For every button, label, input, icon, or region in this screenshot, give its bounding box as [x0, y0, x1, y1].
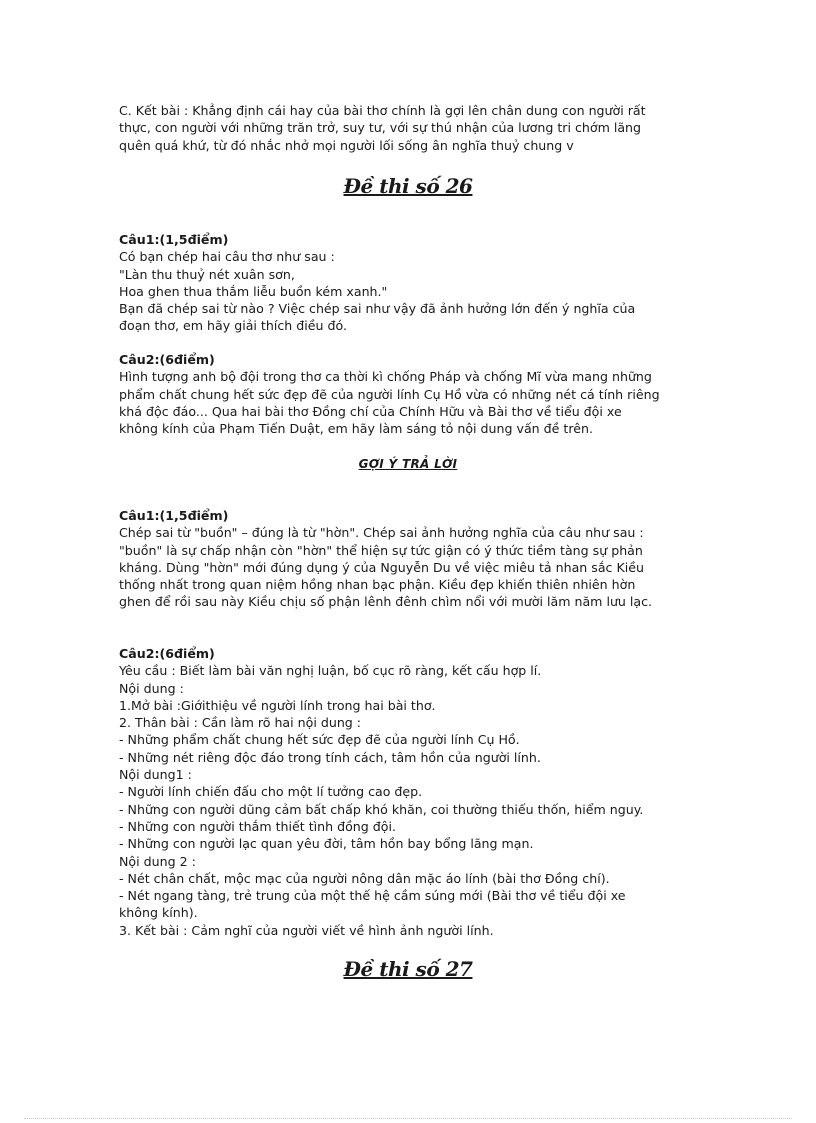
- text-line: "buồn" là sự chấp nhận còn "hờn" thể hiện sự tức giận có ý thức tiềm tàng sự phản: [119, 542, 643, 558]
- answer-heading: Câu1:(1,5điểm): [119, 508, 229, 523]
- text-line: thống nhất trong quan niệm hồng nhan bạc phận. Kiều đẹp khiến thiên nhiên hờn: [119, 577, 636, 593]
- text-line: 2. Thân bài : Cần làm rõ hai nội dung :: [119, 715, 362, 731]
- exam-26-title: Đề thi số 26: [343, 174, 473, 198]
- text-line: Có bạn chép hai câu thơ như sau :: [119, 249, 335, 265]
- text-line: 1.Mở bài :Giớithiệu về người lính trong hai bài thơ.: [119, 697, 436, 713]
- text-line: Nội dung1 :: [119, 767, 192, 783]
- text-line: Hoa ghen thua thắm liễu buồn kém xanh.": [119, 283, 388, 299]
- answer-1: [119, 507, 704, 611]
- text-line: thực, con người với những trăn trở, suy tư, với sự thú nhận của lương tri chớm lãng: [119, 120, 642, 136]
- text-line: khá độc đáo... Qua hai bài thơ Đồng chí của Chính Hữu và Bài thơ về tiểu đội xe: [119, 403, 622, 419]
- text-line: Bạn đã chép sai từ nào ? Việc chép sai như vậy đã ảnh hưởng lớn đến ý nghĩa của: [119, 301, 636, 317]
- answer-heading: Câu2:(6điểm): [119, 646, 215, 661]
- text-line: đoạn thơ, em hãy giải thích điều đó.: [119, 318, 347, 334]
- text-line: kháng. Dùng "hờn" mới đúng dụng ý của Nguyễn Du về việc miêu tả nhan sắc Kiều: [119, 559, 644, 575]
- text-line: ghen để rồi sau này Kiều chịu số phận lênh đênh chìm nổi với mười lăm năm lưu lạc.: [119, 594, 653, 610]
- exam-27-title: Đề thi số 27: [343, 957, 473, 981]
- text-line: quên quá khứ, từ đó nhắc nhở mọi người lối sống ân nghĩa thuỷ chung v: [119, 137, 574, 153]
- text-line: không kính).: [119, 905, 198, 921]
- text-line: C. Kết bài : Khẳng định cái hay của bài thơ chính là gợi lên chân dung con người rất: [119, 103, 646, 118]
- text-line: phẩm chất chung hết sức đẹp đẽ của người lính Cụ Hồ vừa có những nét cá tính riêng: [119, 386, 660, 402]
- question-heading: Câu1:(1,5điểm): [119, 232, 229, 247]
- text-line: Chép sai từ "buồn" – đúng là từ "hờn". Chép sai ảnh hưởng nghĩa của câu như sau :: [119, 525, 644, 541]
- answers-title: GỢI Ý TRẢ LỜI: [358, 457, 458, 471]
- text-line: 3. Kết bài : Cảm nghĩ của người viết về hình ảnh người lính.: [119, 922, 494, 938]
- text-line: - Những phẩm chất chung hết sức đẹp đẽ của người lính Cụ Hồ.: [119, 732, 520, 748]
- text-line: Nội dung :: [119, 680, 184, 696]
- text-line: Nội dung 2 :: [119, 853, 196, 869]
- text-line: Yêu cầu : Biết làm bài văn nghị luận, bố cục rõ ràng, kết cấu hợp lí.: [119, 663, 542, 679]
- text-line: - Những con người thắm thiết tình đồng đội.: [119, 818, 396, 834]
- text-line: - Những con người lạc quan yêu đời, tâm hồn bay bổng lãng mạn.: [119, 836, 534, 852]
- question-heading: Câu2:(6điểm): [119, 352, 215, 367]
- text-line: - Những nét riêng độc đáo trong tính cách, tâm hồn của người lính.: [119, 749, 541, 765]
- text-line: không kính của Phạm Tiến Duật, em hãy làm sáng tỏ nội dung vấn đề trên.: [119, 421, 593, 437]
- exam-26-question-1: [119, 231, 704, 335]
- exam-26-question-2: [119, 351, 704, 437]
- page-bottom-divider: [24, 1118, 792, 1119]
- text-line: "Làn thu thuỷ nét xuân sơn,: [119, 266, 295, 282]
- conclusion-paragraph: [119, 102, 704, 154]
- text-line: - Nét ngang tàng, trẻ trung của một thế hệ cầm súng mới (Bài thơ về tiểu đội xe: [119, 888, 626, 904]
- text-line: - Những con người dũng cảm bất chấp khó khăn, coi thường thiếu thốn, hiểm nguy.: [119, 801, 644, 817]
- text-line: Hình tượng anh bộ đội trong thơ ca thời kì chống Pháp và chống Mĩ vừa mang những: [119, 369, 652, 385]
- answer-2: [119, 645, 704, 939]
- text-line: - Nét chân chất, mộc mạc của người nông dân mặc áo lính (bài thơ Đồng chí).: [119, 870, 610, 886]
- text-line: - Người lính chiến đấu cho một lí tưởng cao đẹp.: [119, 784, 423, 800]
